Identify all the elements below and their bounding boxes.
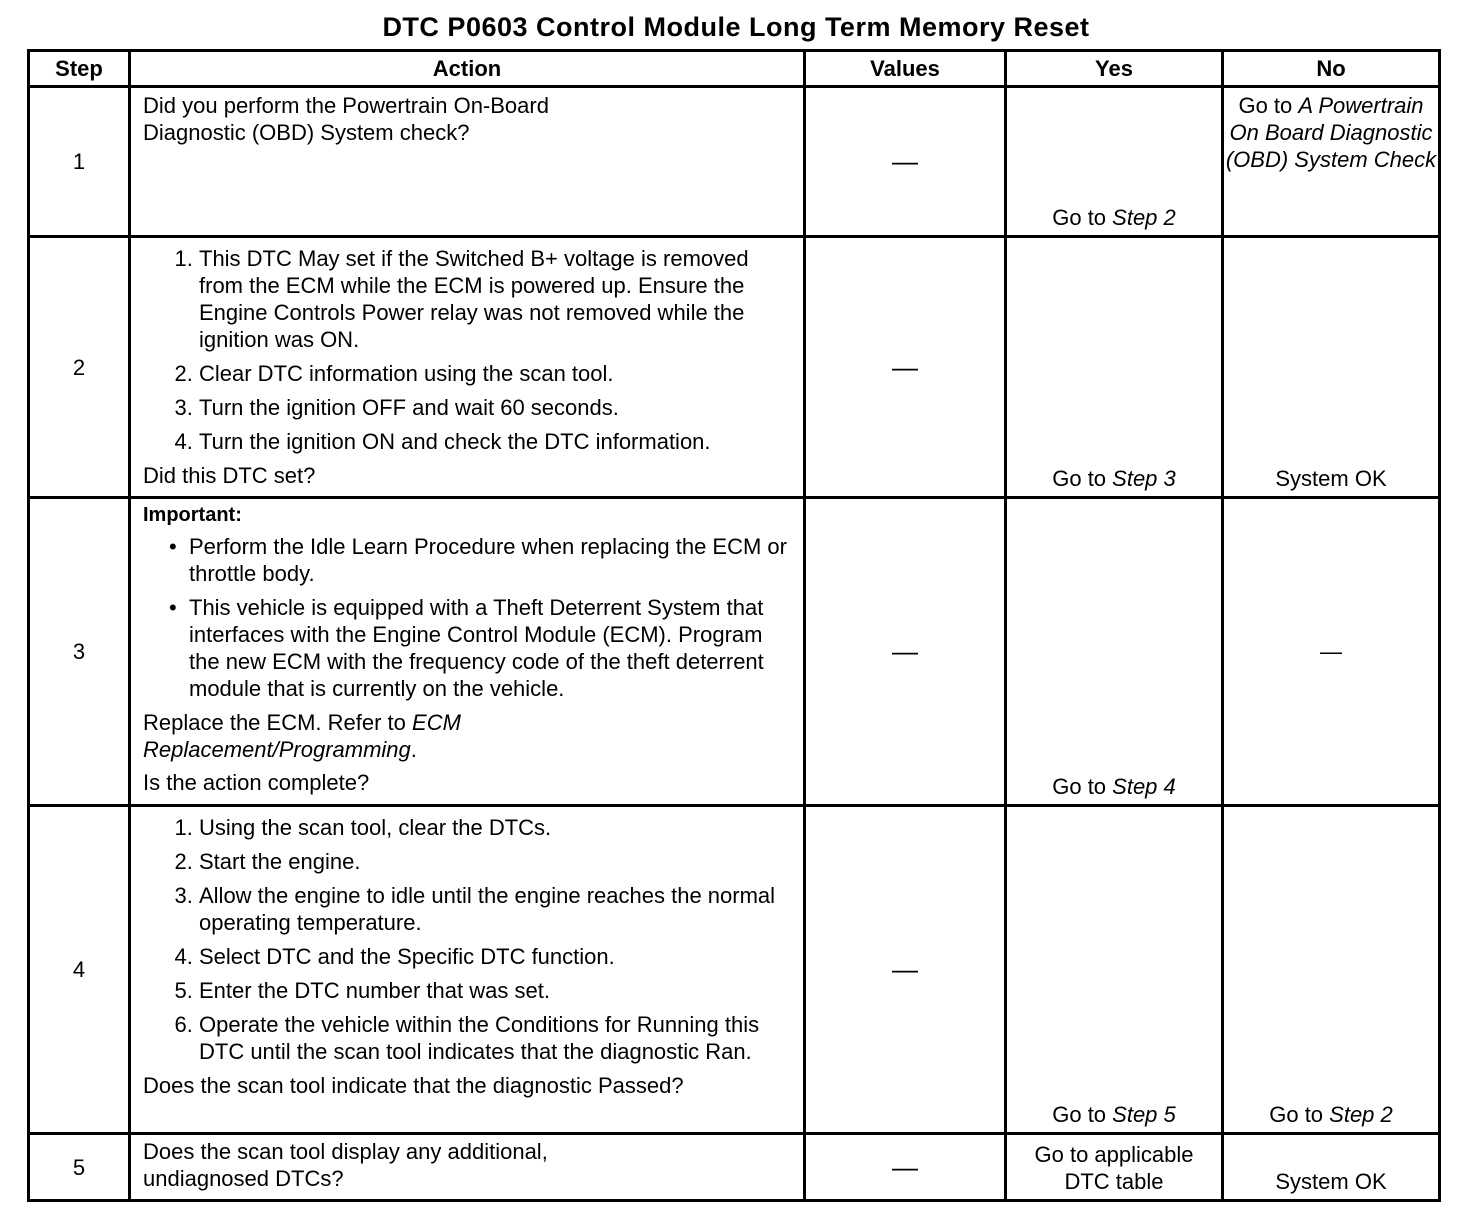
table-row: [29, 87, 1440, 237]
diagnostic-table: [27, 49, 1441, 1202]
yes-cell: Go to applicable DTC table: [1006, 1134, 1223, 1201]
values-cell: —: [805, 806, 1006, 1134]
step-number: 5: [29, 1134, 130, 1201]
list-item: • This vehicle is equipped with a Theft Deterrent System that interfaces with the Engine Control Module (ECM). Program the new ECM with the frequency code of the theft deterrent module that is currently on the vehicle.: [189, 594, 793, 702]
header-row: [29, 51, 1440, 87]
step-number: 2: [29, 237, 130, 498]
replace-instruction: [143, 709, 543, 763]
yes-step-link[interactable]: Step 3: [1112, 466, 1176, 491]
list-item: 5. Enter the DTC number that was set.: [199, 977, 793, 1004]
important-bullets: [143, 533, 793, 702]
yes-cell: [1006, 237, 1223, 498]
page-title: DTC P0603 Control Module Long Term Memory Reset: [382, 12, 1090, 42]
header-action: Action: [130, 51, 805, 87]
list-item: 3. Allow the engine to idle until the engine reaches the normal operating temperature.: [199, 882, 793, 936]
no-prefix: Go to: [1269, 1102, 1330, 1127]
table-row: [29, 1134, 1440, 1201]
step-number: 3: [29, 498, 130, 806]
no-cell: System OK: [1223, 237, 1440, 498]
action-cell: [130, 237, 805, 498]
replace-suffix: .: [410, 737, 417, 762]
no-cell: System OK: [1223, 1134, 1440, 1201]
values-cell: —: [805, 87, 1006, 237]
header-no: No: [1223, 51, 1440, 87]
header-values: Values: [805, 51, 1006, 87]
list-item: 2. Clear DTC information using the scan tool.: [199, 360, 793, 387]
action-question: Did this DTC set?: [143, 463, 316, 488]
no-obd-check-link[interactable]: A Powertrain On Board Diagnostic (OBD) System Check: [1225, 93, 1437, 172]
list-item: 1. Using the scan tool, clear the DTCs.: [199, 814, 793, 841]
yes-step-link[interactable]: Step 2: [1112, 205, 1176, 230]
action-text: Does the scan tool display any additional, undiagnosed DTCs?: [143, 1139, 548, 1191]
action-cell: [130, 87, 805, 237]
step-number: 1: [29, 87, 130, 237]
yes-prefix: Go to: [1052, 774, 1113, 799]
action-question: Does the scan tool indicate that the diagnostic Passed?: [143, 1073, 684, 1098]
no-prefix: Go to: [1238, 93, 1299, 118]
action-question: Is the action complete?: [143, 770, 370, 795]
no-cell: —: [1223, 498, 1440, 806]
header-yes: Yes: [1006, 51, 1223, 87]
action-text: Did you perform the Powertrain On-Board Diagnostic (OBD) System check?: [143, 93, 549, 145]
values-cell: —: [805, 498, 1006, 806]
action-steps-list: [143, 814, 793, 1065]
table-row: [29, 237, 1440, 498]
list-item: • Perform the Idle Learn Procedure when replacing the ECM or throttle body.: [189, 533, 793, 587]
replace-prefix: Replace the ECM. Refer to: [143, 710, 413, 735]
no-cell: [1223, 87, 1440, 237]
step-number: 4: [29, 806, 130, 1134]
action-cell: [130, 1134, 805, 1201]
yes-prefix: Go to: [1052, 466, 1113, 491]
header-step: Step: [29, 51, 130, 87]
list-item: 3. Turn the ignition OFF and wait 60 seconds.: [199, 394, 793, 421]
list-item: 4. Turn the ignition ON and check the DTC information.: [199, 428, 793, 455]
list-item: 4. Select DTC and the Specific DTC function.: [199, 943, 793, 970]
table-row: [29, 806, 1440, 1134]
yes-step-link[interactable]: Step 5: [1112, 1102, 1176, 1127]
list-item: 6. Operate the vehicle within the Conditions for Running this DTC until the scan tool indicates that the diagnostic Ran.: [199, 1011, 793, 1065]
yes-cell: [1006, 806, 1223, 1134]
yes-prefix: Go to: [1052, 1102, 1113, 1127]
no-cell: [1223, 806, 1440, 1134]
action-steps-list: [143, 245, 793, 455]
action-cell: [130, 498, 805, 806]
list-item: 2. Start the engine.: [199, 848, 793, 875]
ecm-replacement-link[interactable]: ECM Replacement/Programming: [143, 710, 461, 762]
yes-prefix: Go to: [1052, 205, 1113, 230]
important-label: Important:: [143, 504, 242, 526]
action-cell: [130, 806, 805, 1134]
values-cell: —: [805, 1134, 1006, 1201]
yes-step-link[interactable]: Step 4: [1112, 774, 1176, 799]
no-step-link[interactable]: Step 2: [1329, 1102, 1393, 1127]
table-row: [29, 498, 1440, 806]
values-cell: —: [805, 237, 1006, 498]
yes-cell: [1006, 87, 1223, 237]
list-item: 1. This DTC May set if the Switched B+ voltage is removed from the ECM while the ECM is powered up. Ensure the Engine Controls Power relay was not removed while the ignition was ON.: [199, 245, 793, 353]
yes-cell: [1006, 498, 1223, 806]
